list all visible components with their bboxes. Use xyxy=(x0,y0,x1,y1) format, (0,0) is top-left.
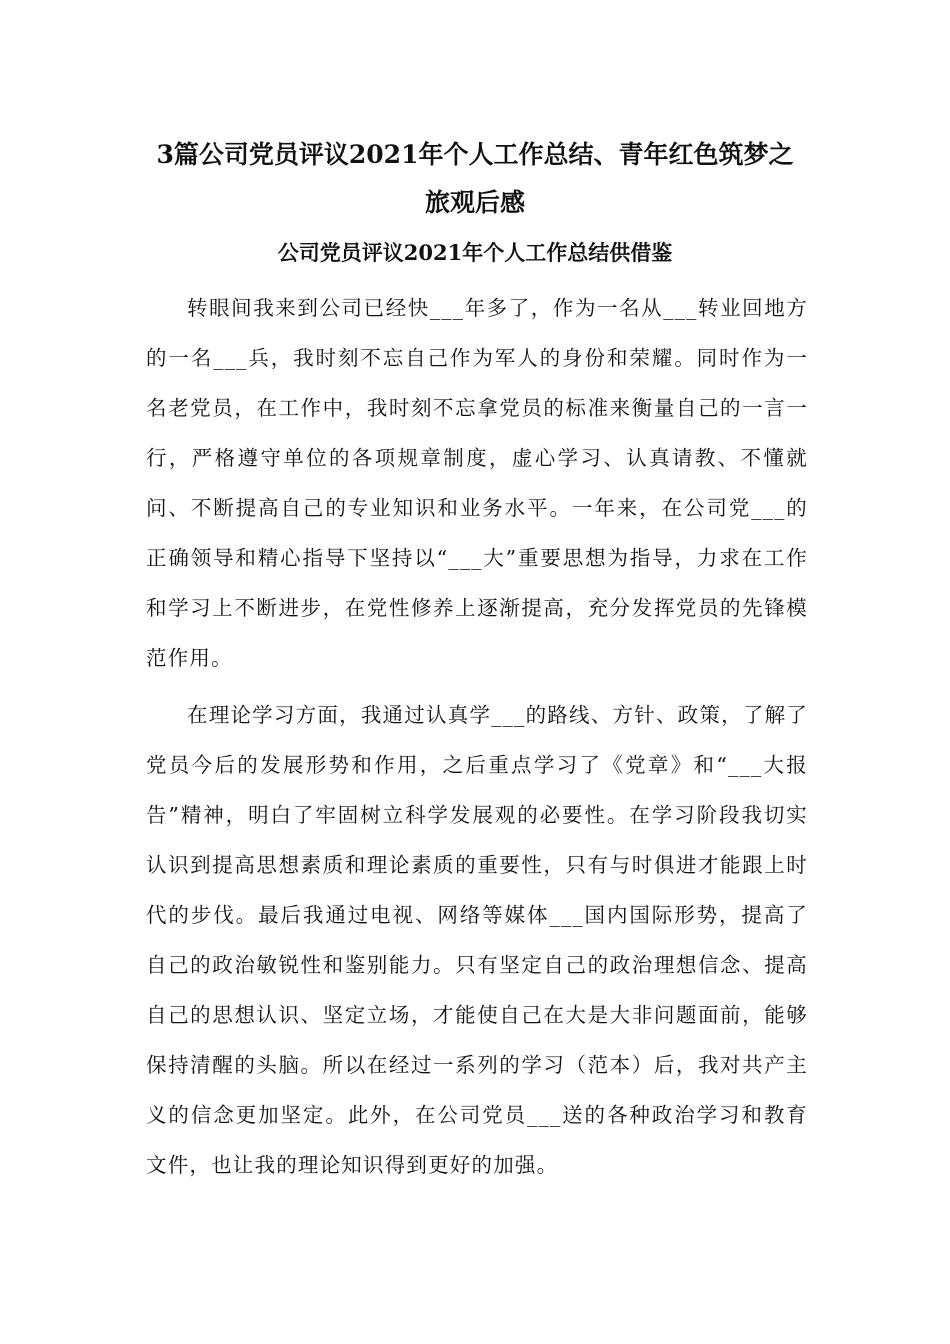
document-title-line-1: 3篇公司党员评议2021年个人工作总结、青年红色筑梦之 xyxy=(156,140,794,169)
body-paragraph-1: 转眼间我来到公司已经快___年多了，作为一名从___转业回地方的一名___兵，我时刻不忘自己作为军人的身份和荣耀。同时作为一名老党员，在工作中，我时刻不忘拿党员的标准来衡量自己的一言一行，严格遵守单位的各项规章制度，虚心学习、认真请教、不懂就问、不断提高自己的专业知识和业务水平。一年来，在公司党___的正确领导和精心指导下坚持以“___大”重要思想为指导，力求在工作和学习上不断进步，在党性修养上逐渐提高，充分发挥党员的先锋模范作用。 xyxy=(146,296,808,670)
document-subtitle: 公司党员评议2021年个人工作总结供借鉴 xyxy=(277,240,673,265)
body-paragraph-2: 在理论学习方面，我通过认真学___的路线、方针、政策，了解了党员今后的发展形势和作用，之后重点学习了《党章》和“___大报告”精神，明白了牢固树立科学发展观的必要性。在学习阶段我切实认识到提高思想素质和理论素质的重要性，只有与时俱进才能跟上时代的步伐。最后我通过电视、网络等媒体___国内国际形势，提高了自己的政治敏锐性和鉴别能力。只有坚定自己的政治理想信念、提高自己的思想认识、坚定立场，才能使自己在大是大非问题面前，能够保持清醒的头脑。所以在经过一系列的学习（范本）后，我对共产主义的信念更加坚定。此外，在公司党员___送的各种政治学习和教育文件，也让我的理论知识得到更好的加强。 xyxy=(146,703,808,1177)
document-title-line-2: 旅观后感 xyxy=(424,188,525,217)
